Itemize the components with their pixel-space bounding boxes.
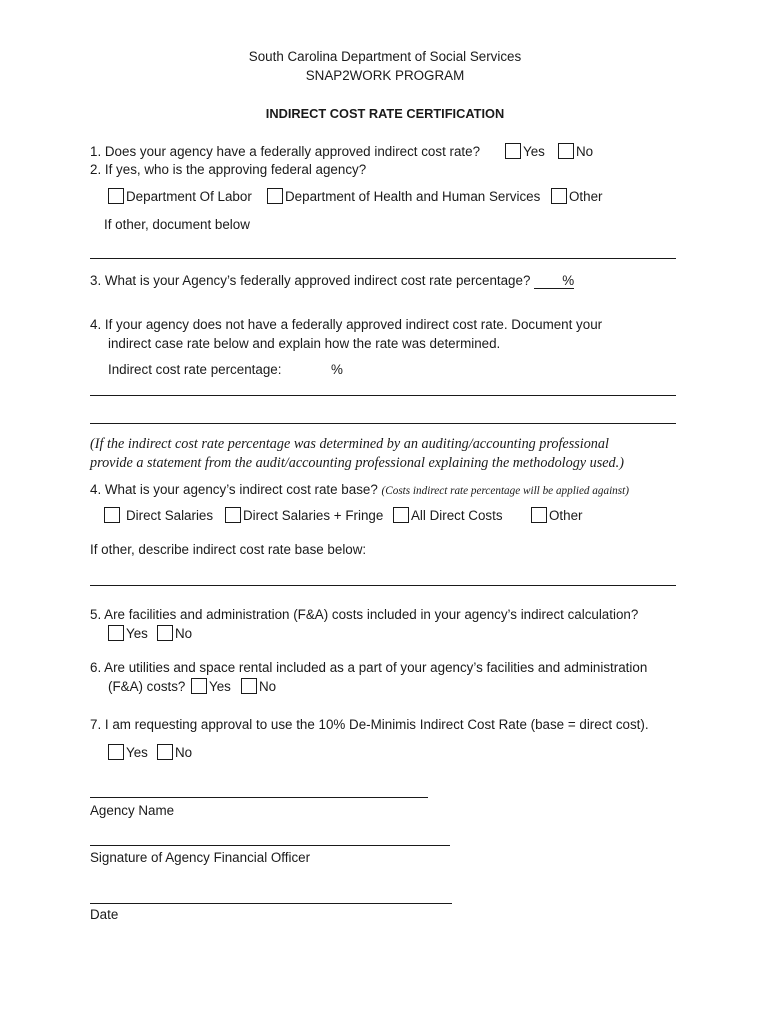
q5-no-checkbox[interactable] [157,625,173,641]
q2-other-label: Other [569,189,603,204]
q2-hhs-checkbox[interactable] [267,188,283,204]
signature-label: Signature of Agency Financial Officer [90,850,311,865]
q4b-all-direct-costs-checkbox[interactable] [393,507,409,523]
program-name-header: SNAP2WORK PROGRAM [305,68,465,83]
q4b-direct-salaries-option[interactable] [104,507,213,524]
question-4a-line1: 4. If your agency does not have a federally approved indirect cost rate. Document your [90,317,603,332]
question-5: 5. Are facilities and administration (F&A) costs included in your agency’s indirect calculation? [90,607,639,622]
question-4b-hint: (Costs indirect rate percentage will be applied against) [381,485,629,497]
q4b-salaries-fringe-checkbox[interactable] [225,507,241,523]
q4a-answer-line-2[interactable] [90,423,676,424]
q2-hhs-option[interactable] [267,188,540,205]
q4b-salaries-fringe-option[interactable] [225,507,383,524]
agency-name-line[interactable] [90,797,428,798]
question-6-line2: (F&A) costs? [108,679,186,694]
q2-labor-checkbox[interactable] [108,188,124,204]
question-2: 2. If yes, who is the approving federal agency? [90,162,367,177]
q6-no-option[interactable] [241,678,276,695]
indirect-rate-percent-sign: % [331,362,343,377]
q1-yes-option[interactable] [505,143,545,160]
q4b-direct-salaries-label: Direct Salaries [126,508,214,523]
q4b-all-direct-costs-label: All Direct Costs [411,508,503,523]
q1-no-label: No [576,144,594,159]
q2-labor-label: Department Of Labor [126,189,252,204]
note-line-1: (If the indirect cost rate percentage was determined by an auditing/accounting professional [90,436,609,452]
agency-name-header: South Carolina Department of Social Services [248,49,522,64]
note-line-2: provide a statement from the audit/accounting professional explaining the methodology used.) [90,455,624,471]
q4b-other-label: Other [549,508,583,523]
q1-yes-label: Yes [523,144,545,159]
q3-percent-sign: % [562,273,575,288]
question-4a-line2: indirect case rate below and explain how the rate was determined. [108,336,501,351]
agency-name-label: Agency Name [90,803,175,818]
q6-yes-label: Yes [209,679,231,694]
q4b-salaries-fringe-label: Direct Salaries + Fringe [243,508,384,523]
q7-no-option[interactable] [157,744,192,761]
q6-no-label: No [259,679,277,694]
q5-no-label: No [175,626,193,641]
q7-yes-checkbox[interactable] [108,744,124,760]
q7-no-checkbox[interactable] [157,744,173,760]
q2-labor-option[interactable] [108,188,252,205]
q2-hhs-label: Department of Health and Human Services [285,189,541,204]
q7-yes-label: Yes [126,745,148,760]
q4a-answer-line-1[interactable] [90,395,676,396]
q1-yes-checkbox[interactable] [505,143,521,159]
q2-other-note: If other, document below [104,217,250,232]
q1-no-checkbox[interactable] [558,143,574,159]
q3-percentage-field[interactable] [534,274,574,289]
signature-line[interactable] [90,845,450,846]
question-3 [90,272,574,289]
q4b-all-direct-costs-option[interactable] [393,507,503,524]
q5-yes-option[interactable] [108,625,148,642]
question-4b [90,481,629,500]
q4b-other-option[interactable] [531,507,583,524]
question-4b-text: 4. What is your agency’s indirect cost rate base? [90,482,378,497]
q5-no-option[interactable] [157,625,192,642]
q5-yes-label: Yes [126,626,148,641]
q1-no-option[interactable] [558,143,593,160]
q4b-direct-salaries-checkbox[interactable] [104,507,120,523]
q4b-answer-line[interactable] [90,585,676,586]
q7-no-label: No [175,745,193,760]
question-1: 1. Does your agency have a federally approved indirect cost rate? [90,144,481,159]
q5-yes-checkbox[interactable] [108,625,124,641]
q6-yes-option[interactable] [191,678,231,695]
q6-no-checkbox[interactable] [241,678,257,694]
q4b-other-checkbox[interactable] [531,507,547,523]
q6-yes-checkbox[interactable] [191,678,207,694]
date-line[interactable] [90,903,452,904]
question-7: 7. I am requesting approval to use the 10% De-Minimis Indirect Cost Rate (base = direct cost). [90,717,649,732]
q2-answer-line[interactable] [90,258,676,259]
indirect-rate-label: Indirect cost rate percentage: [108,362,282,377]
date-label: Date [90,907,119,922]
question-3-text: 3. What is your Agency’s federally approved indirect cost rate percentage? [90,273,531,288]
q2-other-option[interactable] [551,188,603,205]
q4b-other-note: If other, describe indirect cost rate base below: [90,542,367,557]
question-6-line1: 6. Are utilities and space rental included as a part of your agency’s facilities and administration [90,660,648,675]
q7-yes-option[interactable] [108,744,148,761]
q2-other-checkbox[interactable] [551,188,567,204]
form-title: INDIRECT COST RATE CERTIFICATION [265,106,505,121]
